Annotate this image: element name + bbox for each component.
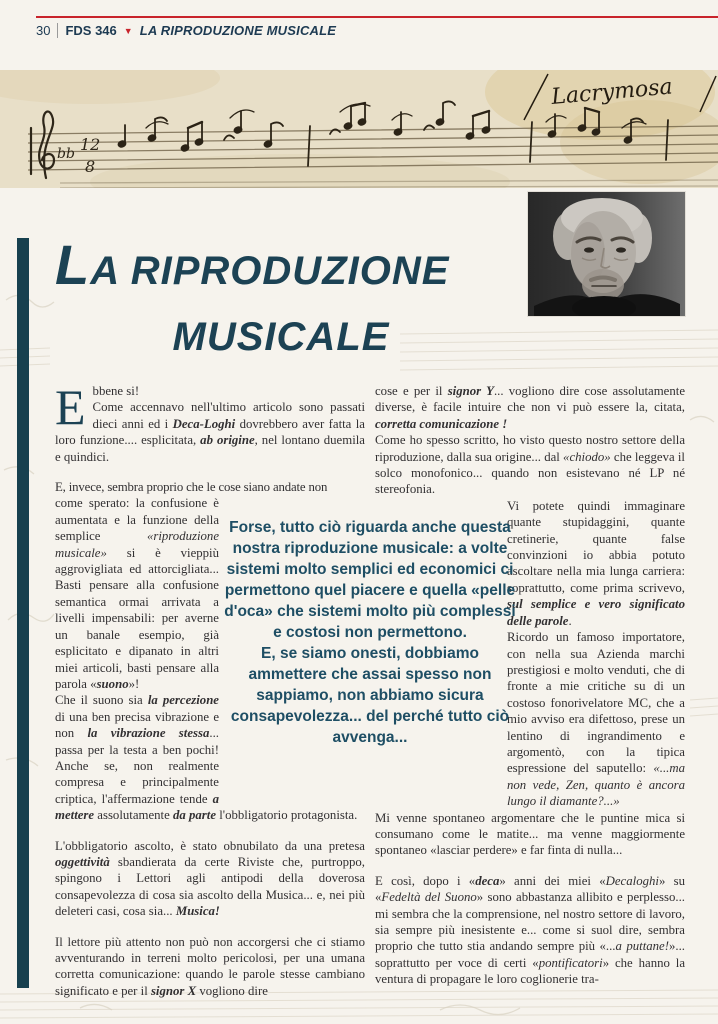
paragraph: E così, dopo i «deca» anni dei miei «Decaloghi» su «Fedeltà del Suono» sono abbastanza allibito e perplesso... mi sembra che la comprensione, nel nostro settore di lavoro, sia sempre più inesistente e... come si suol dire, sembra proprio che tutto stia andando sempre più «...a puttane!»... soprattutto per voce di certi «pontificatori» che hanno la ventura di propagare le loro coglionerie tra- [375,873,685,987]
time-signature-numerator: 12 [80,135,101,154]
pull-quote-part1: Forse, tutto ciò riguarda anche questa nostra riproduzione musicale: a volte sistemi molto semplici ed economici ci permettono quel piacere e quella «pelle d'oca» che sistemi molto più complessi e costosi non permettono. [224,519,516,641]
page-number: 30 [36,23,51,38]
header-divider [57,23,58,38]
drop-cap: E [55,379,86,435]
red-triangle-icon: ▼ [123,26,133,36]
paragraph: Mi venne spontaneo argomentare che le puntine mica si consumano come le matite... ma venne maggiormente spontaneo «lasciar perdere» e far finta di nulla... [375,810,685,858]
paragraph: Vi potete quindi immaginare quante stupidaggini, quante cretinerie, quante false convinzioni io abbia potuto ascoltare nella mia lunga carriera: soprattutto, come prima scrivevo, sul semplice e vero significato delle parole. Ricordo un famoso importatore, con nella sua Azienda marchi prestigiosi e molto venduti, che di fronte a mie critiche su di un costoso fonorivelatore MC, che a mio avviso era difettoso, prese un lentino di ingrandimento e argomentò, con la tipica espressione del saputello: «...ma non vede, Zen, quanto è ancora lungo il diamante?...» [507,498,685,809]
paragraph [55,379,365,465]
paragraph: L'obbligatorio ascolto, è stato obnubilato da una pretesa oggettività sbandierata da certe Riviste che, purtroppo, spingono i Lettori agli antipodi della doverosa consapevolezza di cosa sia ascolto della Musica... e, nei più deleteri casi, cosa sia... Musica! [55,838,365,919]
page-header [36,16,718,38]
accent-bar [17,238,29,988]
paragraph-text: bbene si! Come accennavo nell'ultimo articolo sono passati dieci anni ed i Deca-Loghi dovrebbero aver fatta la loro funzione.... esplicitata, ab origine, nel lontano duemila e quindici. [55,384,365,464]
article-title-line2: MUSICALE [172,315,390,359]
paragraph-lead-line: E, invece, sembra proprio che le cose siano andate non [55,480,328,495]
issue-label: FDS 346 [65,23,117,38]
paragraph: cose e per il signor Y... vogliono dire cose assolutamente diverse, è facile intuire che non vi può essere la, citata, corretta comunicazione ! Come ho spesso scritto, ho visto questo nostro settore della riproduzione, dalla sua origine... dal «chiodo» che leggeva il solco monofonico... quando non esistevano né LP né stereofonia. [375,384,685,497]
pull-quote [222,517,518,748]
handwritten-caption-text: Lacrymosa [550,74,674,110]
manuscript-banner [0,70,718,188]
author-portrait-photo [528,192,685,316]
paragraph: come sperato: la confusione è aumentata e la funzione della semplice «riproduzione musicale» si è vieppiù aggrovigliata ed attorcigliata... Basti pensare alla confusione semantica ormai arrivata a livelli impensabili: per averne un banale esempio, già esplicitato e dipanato in altri miei articoli, basti pensare alla parola «suono»! Che il suono sia la percezione di una ben precisa vibrazione e non la vibrazione stessa... passa per la testa a ben pochi! Anche se, non realmente compresa e principalmente criptica, l'affermazione tende a mettere assolutamente da parte l'obbligatorio protagonista. [55,496,358,823]
flat-signs: bb [57,146,75,162]
paragraph: Il lettore più attento non può non accorgersi che ci stiamo avventurando in terreni molto pericolosi, per una umana corretta comunicazione: quando le parole stesse cambiano significato e per il signor X vogliono dire [55,934,365,998]
pull-quote-part2: E, se siamo onesti, dobbiamo ammettere che assai spesso non sappiamo, non abbiamo sicura consapevolezza... del perché tutto ciò avvenga... [230,645,510,746]
time-signature-denominator: 8 [85,157,96,176]
article-title-line1: LA RIPRODUZIONE [55,233,450,296]
section-title: LA RIPRODUZIONE MUSICALE [139,23,337,38]
article-title [55,232,507,370]
